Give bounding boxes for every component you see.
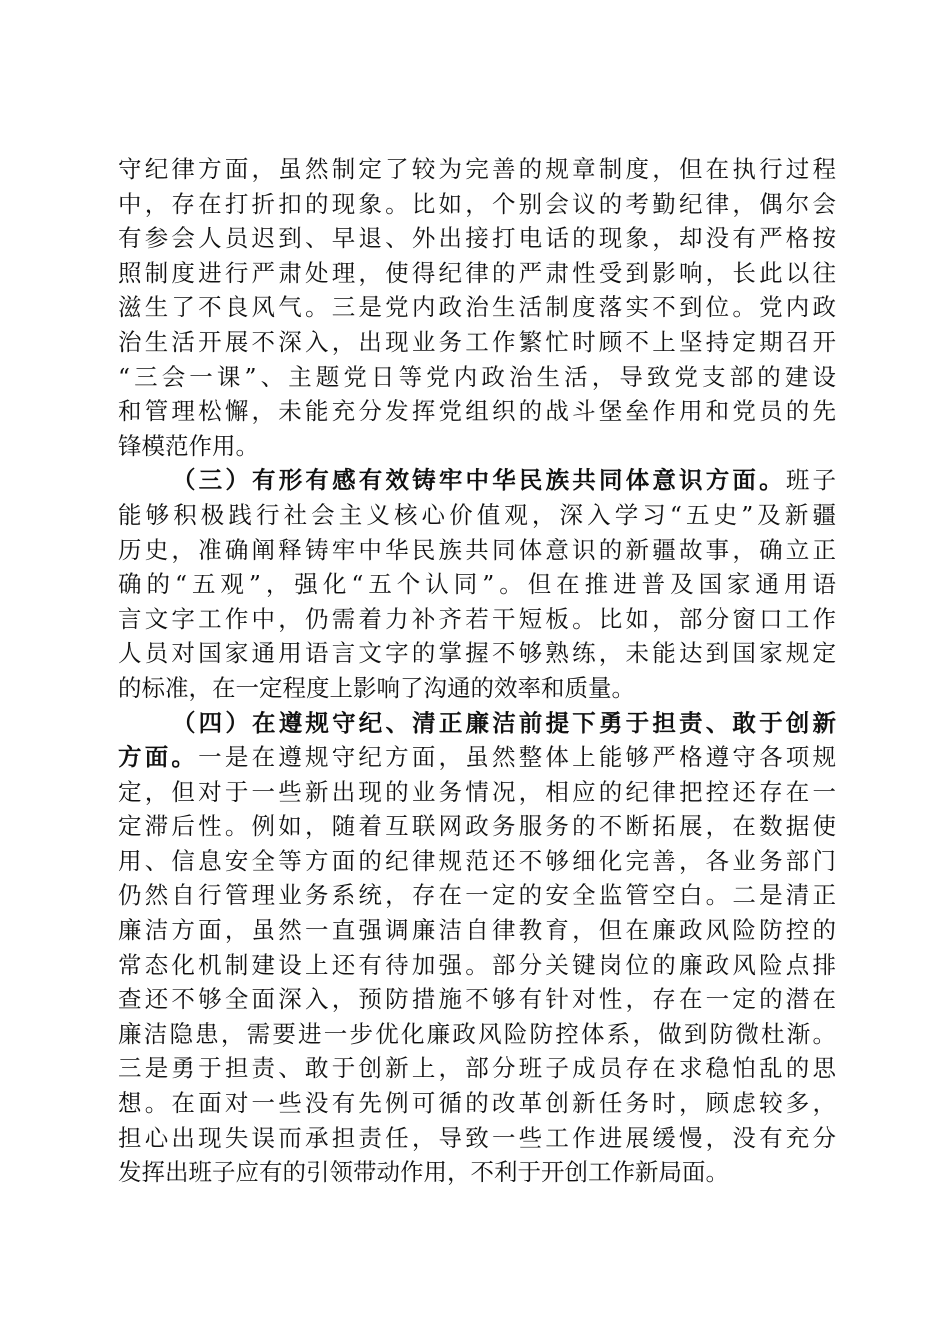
text-line [118, 429, 836, 464]
body-text: “三会一课”、主题党日等党内政治生活，导致党支部的建设 [118, 362, 836, 391]
body-text: 发挥出班子应有的引领带动作用，不利于开创工作新局面。 [118, 1158, 729, 1187]
text-line [118, 982, 836, 1017]
text-line [118, 1121, 836, 1156]
text-line [118, 1051, 836, 1086]
body-text: 定滞后性。例如，随着互联网政务服务的不断拓展，在数据使 [118, 812, 836, 841]
body-text: 廉洁方面，虽然一直强调廉洁自律教育，但在廉政风险防控的 [118, 916, 836, 945]
heading-text: （三）有形有感有效铸牢中华民族共同体意识方面。 [172, 466, 786, 495]
body-text: 治生活开展不深入，出现业务工作繁忙时顾不上坚持定期召开 [118, 327, 836, 356]
text-line [118, 1155, 836, 1190]
document-body [118, 152, 836, 1190]
text-line [118, 844, 836, 879]
body-text: 中，存在打折扣的现象。比如，个别会议的考勤纪律，偶尔会 [118, 189, 836, 218]
text-line [118, 290, 836, 325]
heading-text: 方面。 [118, 743, 199, 772]
paragraph-party-discipline [118, 152, 836, 463]
text-line [118, 809, 836, 844]
text-line [118, 152, 836, 187]
body-text: 言文字工作中，仍需着力补齐若干短板。比如，部分窗口工作 [118, 604, 836, 633]
text-line [118, 671, 836, 706]
body-text: 廉洁隐患，需要进一步优化廉政风险防控体系，做到防微杜渐。 [118, 1019, 836, 1048]
body-text: 查还不够全面深入，预防措施不够有针对性，存在一定的潜在 [118, 985, 836, 1014]
text-line [118, 913, 836, 948]
text-line [118, 463, 836, 498]
paragraph-integrity-innovation [118, 706, 836, 1190]
body-text: 一是在遵规守纪方面，虽然整体上能够严格遵守各项规 [198, 743, 837, 772]
body-text: 人员对国家通用语言文字的掌握不够熟练，未能达到国家规定 [118, 639, 836, 668]
text-line [118, 740, 836, 775]
body-text: 锋模范作用。 [118, 431, 259, 460]
text-line [118, 533, 836, 568]
body-text: 确的“五观”，强化“五个认同”。但在推进普及国家通用语 [118, 570, 836, 599]
heading-text: （四）在遵规守纪、清正廉洁前提下勇于担责、敢于创新 [172, 708, 836, 737]
body-text: 的标准，在一定程度上影响了沟通的效率和质量。 [118, 673, 635, 702]
body-text: 定，但对于一些新出现的业务情况，相应的纪律把控还存在一 [118, 777, 836, 806]
text-line [118, 394, 836, 429]
paragraph-ethnic-unity [118, 463, 836, 705]
body-text: 用、信息安全等方面的纪律规范还不够细化完善，各业务部门 [118, 846, 836, 875]
body-text: 担心出现失误而承担责任，导致一些工作进展缓慢，没有充分 [118, 1123, 836, 1152]
body-text: 能够积极践行社会主义核心价值观，深入学习“五史”及新疆 [118, 500, 836, 529]
text-line [118, 498, 836, 533]
body-text: 历史，准确阐释铸牢中华民族共同体意识的新疆故事，确立正 [118, 535, 836, 564]
text-line [118, 1017, 836, 1052]
text-line [118, 567, 836, 602]
body-text: 滋生了不良风气。三是党内政治生活制度落实不到位。党内政 [118, 293, 836, 322]
text-line [118, 221, 836, 256]
body-text: 守纪律方面，虽然制定了较为完善的规章制度，但在执行过程 [118, 155, 836, 183]
body-text: 仍然自行管理业务系统，存在一定的安全监管空白。二是清正 [118, 881, 836, 910]
text-line [118, 360, 836, 395]
text-line [118, 325, 836, 360]
body-text: 有参会人员迟到、早退、外出接打电话的现象，却没有严格按 [118, 224, 836, 253]
body-text: 常态化机制建设上还有待加强。部分关键岗位的廉政风险点排 [118, 950, 836, 979]
body-text: 想。在面对一些没有先例可循的改革创新任务时，顾虑较多， [118, 1089, 836, 1118]
text-line [118, 187, 836, 222]
text-line [118, 602, 836, 637]
text-line [118, 706, 836, 741]
text-line [118, 636, 836, 671]
body-text: 班子 [785, 466, 836, 495]
body-text: 三是勇于担责、敢于创新上，部分班子成员存在求稳怕乱的思 [118, 1054, 836, 1083]
text-line [118, 1086, 836, 1121]
body-text: 和管理松懈，未能充分发挥党组织的战斗堡垒作用和党员的先 [118, 397, 836, 426]
text-line [118, 878, 836, 913]
text-line [118, 948, 836, 983]
text-line [118, 256, 836, 291]
body-text: 照制度进行严肃处理，使得纪律的严肃性受到影响，长此以往 [118, 258, 836, 287]
text-line [118, 775, 836, 810]
